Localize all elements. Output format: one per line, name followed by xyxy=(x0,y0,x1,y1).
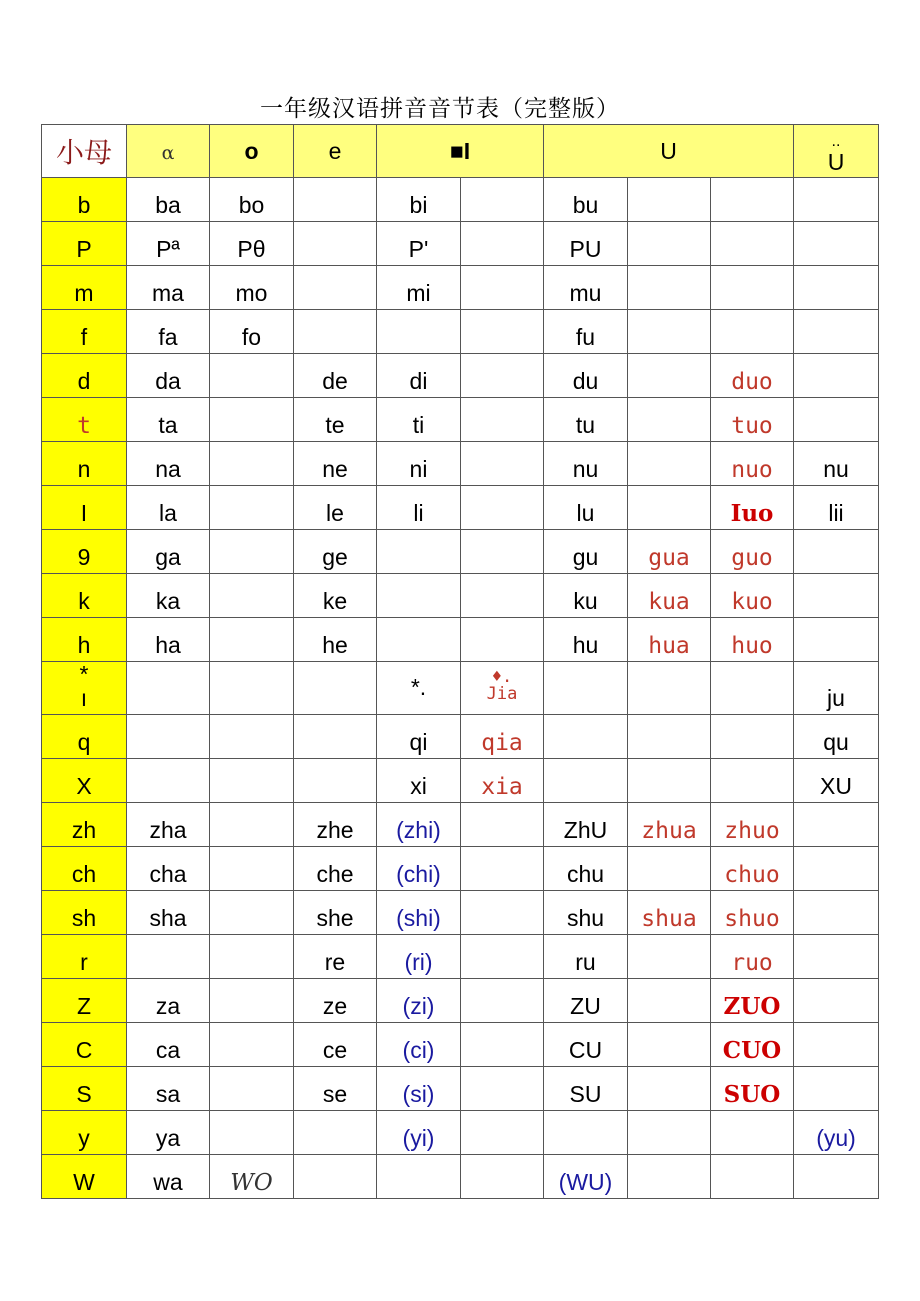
syllable-cell-o: fo xyxy=(210,310,294,354)
syllable-cell-ua xyxy=(628,398,711,442)
syllable-cell-i: P' xyxy=(377,222,461,266)
syllable-cell-a: ma xyxy=(127,266,210,310)
syllable-cell-v xyxy=(794,530,879,574)
syllable-cell-ia xyxy=(461,310,544,354)
syllable-cell-uo: ZUO xyxy=(711,979,794,1023)
syllable-cell-e: le xyxy=(294,486,377,530)
initial-cell: y xyxy=(42,1111,127,1155)
syllable-cell-v xyxy=(794,574,879,618)
syllable-cell-v xyxy=(794,979,879,1023)
syllable-cell-v xyxy=(794,398,879,442)
syllable-cell-ua xyxy=(628,715,711,759)
syllable-cell-o xyxy=(210,847,294,891)
syllable-cell-uo: huo xyxy=(711,618,794,662)
table-row xyxy=(42,442,879,486)
syllable-cell-u: SU xyxy=(544,1067,628,1111)
syllable-cell-u: tu xyxy=(544,398,628,442)
syllable-cell-o xyxy=(210,715,294,759)
syllable-cell-o xyxy=(210,979,294,1023)
syllable-cell-u: (WU) xyxy=(544,1155,628,1199)
syllable-cell-u: ZU xyxy=(544,979,628,1023)
syllable-cell-a: Pª xyxy=(127,222,210,266)
syllable-cell-e: te xyxy=(294,398,377,442)
syllable-cell-u: CU xyxy=(544,1023,628,1067)
table-row xyxy=(42,398,879,442)
syllable-cell-ua: zhua xyxy=(628,803,711,847)
syllable-cell-i: ni xyxy=(377,442,461,486)
syllable-cell-ia xyxy=(461,1155,544,1199)
syllable-cell-e xyxy=(294,178,377,222)
initial-cell: n xyxy=(42,442,127,486)
header-corner: 小母 xyxy=(42,125,127,178)
syllable-cell-e: zhe xyxy=(294,803,377,847)
initial-cell: ch xyxy=(42,847,127,891)
syllable-cell-ua: shua xyxy=(628,891,711,935)
syllable-cell-i: bi xyxy=(377,178,461,222)
syllable-cell-ia xyxy=(461,354,544,398)
header-row xyxy=(42,125,879,178)
initial-cell xyxy=(42,662,127,715)
syllable-cell-ia xyxy=(461,1023,544,1067)
syllable-cell-o: mo xyxy=(210,266,294,310)
syllable-cell-v xyxy=(794,891,879,935)
table-row xyxy=(42,847,879,891)
syllable-cell-o xyxy=(210,935,294,979)
syllable-cell-ua xyxy=(628,662,711,715)
header-i: ■I xyxy=(377,125,544,178)
table-row xyxy=(42,222,879,266)
syllable-cell-e: che xyxy=(294,847,377,891)
syllable-cell-i: ti xyxy=(377,398,461,442)
table-row xyxy=(42,310,879,354)
syllable-cell-e: ce xyxy=(294,1023,377,1067)
syllable-cell-uo: SUO xyxy=(711,1067,794,1111)
syllable-cell-v xyxy=(794,1023,879,1067)
syllable-cell-ua xyxy=(628,847,711,891)
syllable-cell-o xyxy=(210,398,294,442)
initial-cell: sh xyxy=(42,891,127,935)
initial-top: * xyxy=(79,661,89,687)
table-row xyxy=(42,354,879,398)
syllable-cell-u: ZhU xyxy=(544,803,628,847)
syllable-cell-i: (si) xyxy=(377,1067,461,1111)
syllable-cell-u: chu xyxy=(544,847,628,891)
syllable-cell-u: mu xyxy=(544,266,628,310)
syllable-cell-v xyxy=(794,1067,879,1111)
table-row xyxy=(42,803,879,847)
syllable-cell-e: re xyxy=(294,935,377,979)
initial-cell: m xyxy=(42,266,127,310)
initial-cell: h xyxy=(42,618,127,662)
syllable-cell-e: ne xyxy=(294,442,377,486)
header-e: e xyxy=(294,125,377,178)
syllable-cell-v xyxy=(794,1155,879,1199)
syllable-cell-a: zha xyxy=(127,803,210,847)
syllable-cell-ua xyxy=(628,1155,711,1199)
syllable-cell-a: wa xyxy=(127,1155,210,1199)
syllable-cell-a: ya xyxy=(127,1111,210,1155)
syllable-cell-o xyxy=(210,574,294,618)
syllable-cell-i: (shi) xyxy=(377,891,461,935)
syllable-cell-u: ku xyxy=(544,574,628,618)
syllable-cell-ua xyxy=(628,442,711,486)
initial-cell: f xyxy=(42,310,127,354)
syllable-cell-a: za xyxy=(127,979,210,1023)
table-row xyxy=(42,530,879,574)
syllable-cell-a: ba xyxy=(127,178,210,222)
syllable-table xyxy=(41,124,879,1199)
initial-cell: W xyxy=(42,1155,127,1199)
syllable-cell-e xyxy=(294,1111,377,1155)
syllable-cell-i: (zi) xyxy=(377,979,461,1023)
table-row xyxy=(42,891,879,935)
page-title: 一年级汉语拼音音节表（完整版） xyxy=(260,96,620,122)
syllable-cell-a: na xyxy=(127,442,210,486)
syllable-cell-e: she xyxy=(294,891,377,935)
syllable-cell-u: bu xyxy=(544,178,628,222)
syllable-cell-i: (chi) xyxy=(377,847,461,891)
syllable-cell-e: se xyxy=(294,1067,377,1111)
syllable-cell-a xyxy=(127,662,210,715)
syllable-cell-a xyxy=(127,759,210,803)
syllable-cell-u: nu xyxy=(544,442,628,486)
header-a: α xyxy=(127,125,210,178)
syllable-cell-a: sa xyxy=(127,1067,210,1111)
syllable-cell-ia xyxy=(461,803,544,847)
syllable-cell-ua xyxy=(628,979,711,1023)
syllable-cell-i: di xyxy=(377,354,461,398)
header-u: U xyxy=(544,125,794,178)
syllable-cell-i: qi xyxy=(377,715,461,759)
table-row xyxy=(42,1111,879,1155)
syllable-cell-v xyxy=(794,178,879,222)
syllable-cell-i xyxy=(377,618,461,662)
syllable-cell-o xyxy=(210,354,294,398)
syllable-cell-o xyxy=(210,442,294,486)
syllable-cell-ia xyxy=(461,1111,544,1155)
syllable-cell-e: de xyxy=(294,354,377,398)
syllable-cell-ua xyxy=(628,759,711,803)
syllable-cell-ia xyxy=(461,530,544,574)
syllable-cell-u: gu xyxy=(544,530,628,574)
table-row xyxy=(42,266,879,310)
syllable-cell-a: ka xyxy=(127,574,210,618)
table-row xyxy=(42,979,879,1023)
syllable-cell-uo: kuo xyxy=(711,574,794,618)
syllable-cell-o xyxy=(210,1067,294,1111)
syllable-cell-o: Pθ xyxy=(210,222,294,266)
syllable-cell-uo xyxy=(711,715,794,759)
syllable-cell-i xyxy=(377,310,461,354)
table-row xyxy=(42,574,879,618)
table-row xyxy=(42,1155,879,1199)
syllable-cell-v xyxy=(794,310,879,354)
syllable-cell-a: fa xyxy=(127,310,210,354)
initial-cell: C xyxy=(42,1023,127,1067)
table-row xyxy=(42,486,879,530)
syllable-cell-v xyxy=(794,266,879,310)
syllable-cell-ia: qia xyxy=(461,715,544,759)
syllable-cell-v: (yu) xyxy=(794,1111,879,1155)
initial-cell: P xyxy=(42,222,127,266)
syllable-cell-v: ju xyxy=(794,662,879,715)
syllable-cell-ua xyxy=(628,354,711,398)
header-v-letter: U xyxy=(827,149,845,176)
syllable-cell-a: ca xyxy=(127,1023,210,1067)
syllable-cell-uo: ruo xyxy=(711,935,794,979)
syllable-cell-ia: xia xyxy=(461,759,544,803)
syllable-cell-o xyxy=(210,618,294,662)
syllable-cell-v xyxy=(794,847,879,891)
syllable-cell-u xyxy=(544,1111,628,1155)
syllable-cell-ia xyxy=(461,662,544,715)
syllable-cell-e xyxy=(294,662,377,715)
syllable-cell-v xyxy=(794,935,879,979)
table-row xyxy=(42,759,879,803)
syllable-cell-v: qu xyxy=(794,715,879,759)
syllable-cell-ia xyxy=(461,442,544,486)
syllable-cell-uo xyxy=(711,310,794,354)
syllable-cell-o xyxy=(210,530,294,574)
syllable-cell-e: ze xyxy=(294,979,377,1023)
syllable-cell-o xyxy=(210,759,294,803)
syllable-cell-o xyxy=(210,486,294,530)
syllable-cell-e: ke xyxy=(294,574,377,618)
syllable-cell-uo: tuo xyxy=(711,398,794,442)
syllable-cell-u: fu xyxy=(544,310,628,354)
syllable-cell-uo: Iuo xyxy=(711,486,794,530)
syllable-cell-i: (zhi) xyxy=(377,803,461,847)
syllable-cell-ua xyxy=(628,178,711,222)
syllable-cell-v xyxy=(794,803,879,847)
syllable-cell-v: nu xyxy=(794,442,879,486)
syllable-cell-ia xyxy=(461,847,544,891)
table-row xyxy=(42,935,879,979)
syllable-cell-uo: CUO xyxy=(711,1023,794,1067)
umlaut-dots: .. xyxy=(831,132,841,150)
syllable-cell-uo: guo xyxy=(711,530,794,574)
syllable-cell-u: PU xyxy=(544,222,628,266)
syllable-cell-ua xyxy=(628,1023,711,1067)
initial-cell: S xyxy=(42,1067,127,1111)
syllable-cell-e xyxy=(294,715,377,759)
syllable-cell-ia xyxy=(461,979,544,1023)
syllable-cell-e: he xyxy=(294,618,377,662)
syllable-cell-uo: chuo xyxy=(711,847,794,891)
initial-cell: t xyxy=(42,398,127,442)
syllable-cell-i: *. xyxy=(377,662,461,715)
syllable-cell-ia xyxy=(461,486,544,530)
table-row xyxy=(42,662,879,715)
table-row xyxy=(42,1023,879,1067)
syllable-cell-a: da xyxy=(127,354,210,398)
syllable-cell-u: lu xyxy=(544,486,628,530)
syllable-cell-ua: gua xyxy=(628,530,711,574)
syllable-cell-a: cha xyxy=(127,847,210,891)
initial-bottom: ı xyxy=(80,685,88,712)
initial-cell: b xyxy=(42,178,127,222)
syllable-cell-ia xyxy=(461,398,544,442)
syllable-cell-i: xi xyxy=(377,759,461,803)
syllable-cell-a xyxy=(127,715,210,759)
syllable-cell-e xyxy=(294,1155,377,1199)
initial-cell: d xyxy=(42,354,127,398)
table-row xyxy=(42,178,879,222)
syllable-cell-o xyxy=(210,662,294,715)
syllable-cell-ua: kua xyxy=(628,574,711,618)
syllable-cell-v: lii xyxy=(794,486,879,530)
initial-cell: Z xyxy=(42,979,127,1023)
syllable-cell-u xyxy=(544,715,628,759)
syllable-cell-v xyxy=(794,222,879,266)
syllable-mark: ♦. xyxy=(491,666,513,687)
syllable-cell-o: WO xyxy=(210,1155,294,1199)
initial-cell: X xyxy=(42,759,127,803)
syllable-cell-e xyxy=(294,266,377,310)
syllable-cell-uo xyxy=(711,178,794,222)
syllable-cell-v xyxy=(794,354,879,398)
syllable-cell-o xyxy=(210,803,294,847)
syllable-cell-a: ha xyxy=(127,618,210,662)
syllable-cell-uo: shuo xyxy=(711,891,794,935)
syllable-cell-o xyxy=(210,891,294,935)
syllable-cell-a xyxy=(127,935,210,979)
syllable-cell-i: (ri) xyxy=(377,935,461,979)
syllable-cell-uo xyxy=(711,1111,794,1155)
syllable-cell-o xyxy=(210,1023,294,1067)
table-row xyxy=(42,618,879,662)
syllable-cell-v xyxy=(794,618,879,662)
initial-cell: zh xyxy=(42,803,127,847)
syllable-cell-ia xyxy=(461,1067,544,1111)
syllable-cell-o: bo xyxy=(210,178,294,222)
initial-cell: r xyxy=(42,935,127,979)
initial-cell: k xyxy=(42,574,127,618)
table-row xyxy=(42,715,879,759)
syllable-cell-e xyxy=(294,310,377,354)
syllable-cell-i: (yi) xyxy=(377,1111,461,1155)
initial-cell: I xyxy=(42,486,127,530)
syllable-cell-uo xyxy=(711,266,794,310)
syllable-cell-u: ru xyxy=(544,935,628,979)
syllable-cell-u: du xyxy=(544,354,628,398)
header-v xyxy=(794,125,879,178)
syllable-text: Jia xyxy=(486,684,518,705)
syllable-cell-o xyxy=(210,1111,294,1155)
syllable-cell-a: la xyxy=(127,486,210,530)
syllable-cell-e: ge xyxy=(294,530,377,574)
syllable-cell-ua xyxy=(628,266,711,310)
syllable-cell-ua xyxy=(628,1111,711,1155)
syllable-cell-uo: duo xyxy=(711,354,794,398)
syllable-cell-u xyxy=(544,662,628,715)
syllable-cell-ia xyxy=(461,618,544,662)
syllable-cell-i xyxy=(377,574,461,618)
syllable-cell-u xyxy=(544,759,628,803)
syllable-cell-a: ga xyxy=(127,530,210,574)
syllable-cell-uo: zhuo xyxy=(711,803,794,847)
syllable-cell-e xyxy=(294,222,377,266)
header-o: o xyxy=(210,125,294,178)
syllable-cell-i xyxy=(377,530,461,574)
syllable-cell-uo xyxy=(711,1155,794,1199)
syllable-cell-uo xyxy=(711,222,794,266)
syllable-cell-i xyxy=(377,1155,461,1199)
syllable-cell-ua: hua xyxy=(628,618,711,662)
syllable-cell-uo xyxy=(711,759,794,803)
syllable-cell-ua xyxy=(628,935,711,979)
syllable-cell-ua xyxy=(628,1067,711,1111)
syllable-cell-ia xyxy=(461,222,544,266)
syllable-cell-ia xyxy=(461,574,544,618)
table-row xyxy=(42,1067,879,1111)
syllable-cell-u: hu xyxy=(544,618,628,662)
initial-cell: 9 xyxy=(42,530,127,574)
syllable-cell-ua xyxy=(628,310,711,354)
syllable-cell-i: (ci) xyxy=(377,1023,461,1067)
syllable-cell-a: ta xyxy=(127,398,210,442)
syllable-cell-uo xyxy=(711,662,794,715)
syllable-cell-ia xyxy=(461,935,544,979)
syllable-cell-ua xyxy=(628,222,711,266)
syllable-cell-ua xyxy=(628,486,711,530)
syllable-cell-i: li xyxy=(377,486,461,530)
syllable-cell-a: sha xyxy=(127,891,210,935)
syllable-cell-ia xyxy=(461,266,544,310)
syllable-cell-v: XU xyxy=(794,759,879,803)
syllable-cell-ia xyxy=(461,891,544,935)
syllable-cell-uo: nuo xyxy=(711,442,794,486)
syllable-cell-ia xyxy=(461,178,544,222)
syllable-cell-e xyxy=(294,759,377,803)
syllable-cell-i: mi xyxy=(377,266,461,310)
initial-cell: q xyxy=(42,715,127,759)
syllable-cell-u: shu xyxy=(544,891,628,935)
